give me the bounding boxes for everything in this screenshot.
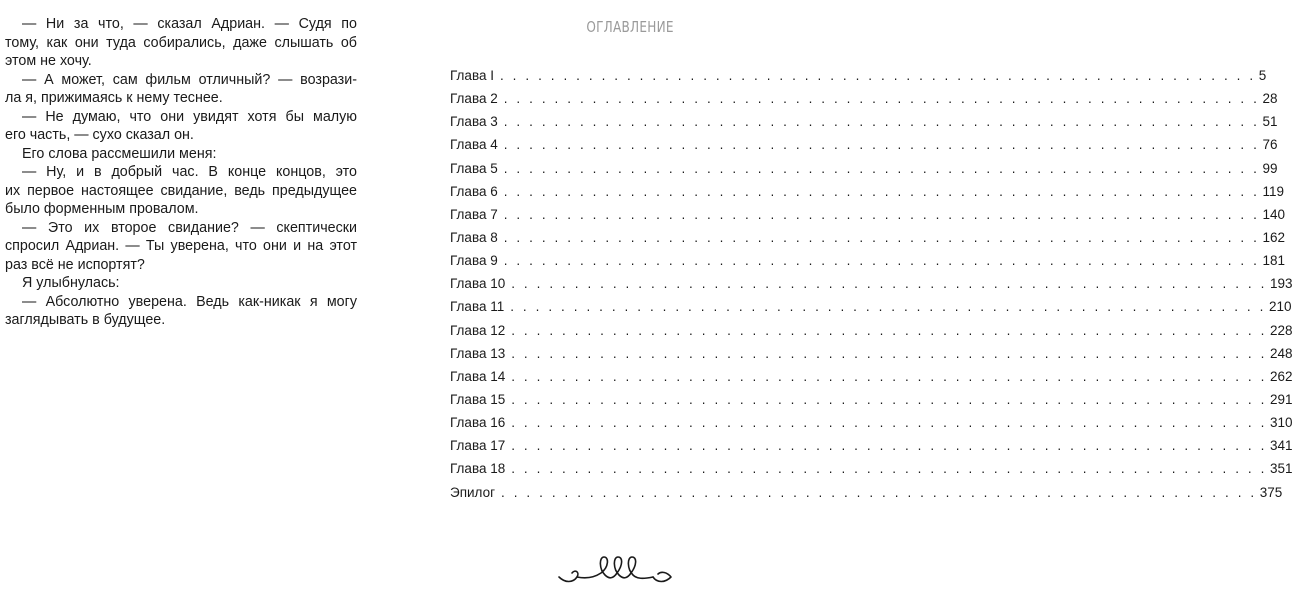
toc-dot-leader: . . . . . . . . . . . . . . . . . . . . . . . . . . . . . . . . . . . . . . . . . . . . . . . . . . . . . . . . . . . . <box>510 299 1266 315</box>
toc-dot-leader: . . . . . . . . . . . . . . . . . . . . . . . . . . . . . . . . . . . . . . . . . . . . . . . . . . . . . . . . . . . . <box>503 206 1260 222</box>
toc-dot-leader: . . . . . . . . . . . . . . . . . . . . . . . . . . . . . . . . . . . . . . . . . . . . . . . . . . . . . . . . . . . . <box>511 391 1267 407</box>
toc-page-number: 248 <box>1269 345 1293 361</box>
toc-row <box>450 434 1293 457</box>
toc-row <box>450 203 1286 226</box>
toc-chapter-label: Глава 14 <box>450 368 506 384</box>
toc-chapter-label: Глава 3 <box>450 114 498 130</box>
table-of-contents <box>450 64 1293 504</box>
toc-chapter-label: Глава 11 <box>450 299 505 315</box>
text-line: — Абсолютно уверена. Ведь как-никак я могу <box>22 293 357 310</box>
toc-row <box>450 481 1283 504</box>
text-line: спросил Адриан. — Ты уверена, что они и на этот <box>5 238 357 254</box>
toc-row <box>450 457 1293 480</box>
toc-dot-leader: . . . . . . . . . . . . . . . . . . . . . . . . . . . . . . . . . . . . . . . . . . . . . . . . . . . . . . . . . . . . <box>511 461 1267 477</box>
toc-row <box>450 272 1293 295</box>
toc-dot-leader: . . . . . . . . . . . . . . . . . . . . . . . . . . . . . . . . . . . . . . . . . . . . . . . . . . . . . . . . . . . . <box>511 438 1267 454</box>
toc-row <box>450 342 1293 365</box>
text-line: Я улыбнулась: <box>22 275 120 291</box>
toc-chapter-label: Глава 15 <box>450 391 506 407</box>
toc-row <box>450 157 1278 180</box>
toc-row <box>450 133 1278 156</box>
toc-chapter-label: Глава I <box>450 68 494 83</box>
toc-dot-leader: . . . . . . . . . . . . . . . . . . . . . . . . . . . . . . . . . . . . . . . . . . . . . . . . . . . . . . . . . . . . <box>503 91 1260 107</box>
toc-chapter-label: Глава 9 <box>450 253 498 269</box>
toc-dot-leader: . . . . . . . . . . . . . . . . . . . . . . . . . . . . . . . . . . . . . . . . . . . . . . . . . . . . . . . . . . . . <box>503 253 1260 269</box>
toc-chapter-label: Глава 16 <box>450 415 506 431</box>
toc-dot-leader: . . . . . . . . . . . . . . . . . . . . . . . . . . . . . . . . . . . . . . . . . . . . . . . . . . . . . . . . . . . . <box>503 137 1260 153</box>
toc-dot-leader: . . . . . . . . . . . . . . . . . . . . . . . . . . . . . . . . . . . . . . . . . . . . . . . . . . . . . . . . . . . . <box>511 368 1267 384</box>
text-line: — Не думаю, что они увидят хотя бы малую <box>22 108 357 125</box>
toc-chapter-label: Глава 4 <box>450 137 498 153</box>
toc-row <box>450 249 1286 272</box>
toc-chapter-label: Эпилог <box>450 484 496 500</box>
text-line: — Это их второе свидание? — скептически <box>22 219 357 236</box>
text-line: их первое настоящее свидание, ведь предыдущее <box>5 182 357 199</box>
text-line: этом не хочу. <box>5 53 92 69</box>
toc-row <box>450 319 1293 342</box>
toc-chapter-label: Глава 8 <box>450 229 498 245</box>
toc-chapter-label: Глава 5 <box>450 160 498 176</box>
toc-page-number: 228 <box>1269 322 1293 338</box>
toc-page-number: 291 <box>1269 391 1293 407</box>
toc-dot-leader: . . . . . . . . . . . . . . . . . . . . . . . . . . . . . . . . . . . . . . . . . . . . . . . . . . . . . . . . . . . . <box>503 114 1260 130</box>
toc-page-number: 5 <box>1258 68 1267 83</box>
toc-row <box>450 226 1286 249</box>
toc-dot-leader: . . . . . . . . . . . . . . . . . . . . . . . . . . . . . . . . . . . . . . . . . . . . . . . . . . . . . . . . . . . . <box>511 322 1267 338</box>
left-page <box>0 0 360 600</box>
toc-page-number: 140 <box>1262 206 1286 222</box>
toc-chapter-label: Глава 13 <box>450 345 506 361</box>
text-line: тому, как они туда собирались, даже слышать об <box>5 34 357 51</box>
toc-row <box>450 180 1285 203</box>
toc-row <box>450 411 1293 434</box>
toc-chapter-label: Глава 7 <box>450 206 498 222</box>
toc-page-number: 99 <box>1262 160 1278 176</box>
toc-row <box>450 365 1293 388</box>
toc-chapter-label: Глава 17 <box>450 438 506 454</box>
toc-page-number: 341 <box>1269 438 1293 454</box>
toc-page-number: 351 <box>1269 461 1293 477</box>
toc-dot-leader: . . . . . . . . . . . . . . . . . . . . . . . . . . . . . . . . . . . . . . . . . . . . . . . . . . . . . . . . . . . . <box>503 160 1260 176</box>
text-line: заглядывать в будущее. <box>5 312 166 328</box>
toc-row <box>450 87 1278 110</box>
toc-chapter-label: Глава 6 <box>450 183 498 199</box>
flourish-ornament-icon <box>557 539 673 589</box>
text-line: было форменным провалом. <box>5 201 199 217</box>
toc-page-number: 375 <box>1259 484 1283 500</box>
text-line: — Ни за что, — сказал Адриан. — Судя по <box>22 16 357 32</box>
toc-title: ОГЛАВЛЕНИЕ <box>586 18 674 36</box>
text-line: — А может, сам фильм отличный? — возрази- <box>22 71 357 88</box>
toc-page-number: 193 <box>1269 276 1293 292</box>
toc-dot-leader: . . . . . . . . . . . . . . . . . . . . . . . . . . . . . . . . . . . . . . . . . . . . . . . . . . . . . . . . . . . . <box>501 484 1257 500</box>
text-line: ла я, прижимаясь к нему теснее. <box>5 90 223 106</box>
toc-page-number: 210 <box>1268 299 1292 315</box>
toc-dot-leader: . . . . . . . . . . . . . . . . . . . . . . . . . . . . . . . . . . . . . . . . . . . . . . . . . . . . . . . . . . . . <box>511 276 1267 292</box>
toc-dot-leader: . . . . . . . . . . . . . . . . . . . . . . . . . . . . . . . . . . . . . . . . . . . . . . . . . . . . . . . . . . . . <box>511 345 1267 361</box>
toc-chapter-label: Глава 12 <box>450 322 506 338</box>
toc-page-number: 181 <box>1262 253 1286 269</box>
toc-page-number: 262 <box>1269 368 1293 384</box>
toc-page-number: 119 <box>1262 183 1285 199</box>
right-page <box>440 0 1293 600</box>
story-text <box>5 15 357 330</box>
toc-dot-leader: . . . . . . . . . . . . . . . . . . . . . . . . . . . . . . . . . . . . . . . . . . . . . . . . . . . . . . . . . . . . <box>503 183 1260 199</box>
text-line: — Ну, и в добрый час. В конце концов, это <box>22 164 357 180</box>
toc-page-number: 51 <box>1262 114 1278 130</box>
toc-chapter-label: Глава 10 <box>450 276 506 292</box>
toc-dot-leader: . . . . . . . . . . . . . . . . . . . . . . . . . . . . . . . . . . . . . . . . . . . . . . . . . . . . . . . . . . . . <box>511 415 1267 431</box>
toc-page-number: 76 <box>1262 137 1278 153</box>
text-line: Его слова рассмешили меня: <box>22 145 217 162</box>
toc-row <box>450 110 1278 133</box>
toc-chapter-label: Глава 18 <box>450 461 506 477</box>
toc-page-number: 28 <box>1262 91 1278 107</box>
toc-row <box>450 64 1267 87</box>
toc-page-number: 162 <box>1262 229 1286 245</box>
text-line: раз всё не испортят? <box>5 256 145 273</box>
toc-page-number: 310 <box>1269 415 1293 431</box>
text-line: его часть, — сухо сказал он. <box>5 127 194 143</box>
toc-row <box>450 388 1293 411</box>
toc-dot-leader: . . . . . . . . . . . . . . . . . . . . . . . . . . . . . . . . . . . . . . . . . . . . . . . . . . . . . . . . . . . . <box>503 229 1260 245</box>
toc-row <box>450 295 1292 318</box>
toc-dot-leader: . . . . . . . . . . . . . . . . . . . . . . . . . . . . . . . . . . . . . . . . . . . . . . . . . . . . . . . . . . . . <box>499 68 1256 83</box>
toc-chapter-label: Глава 2 <box>450 91 498 107</box>
